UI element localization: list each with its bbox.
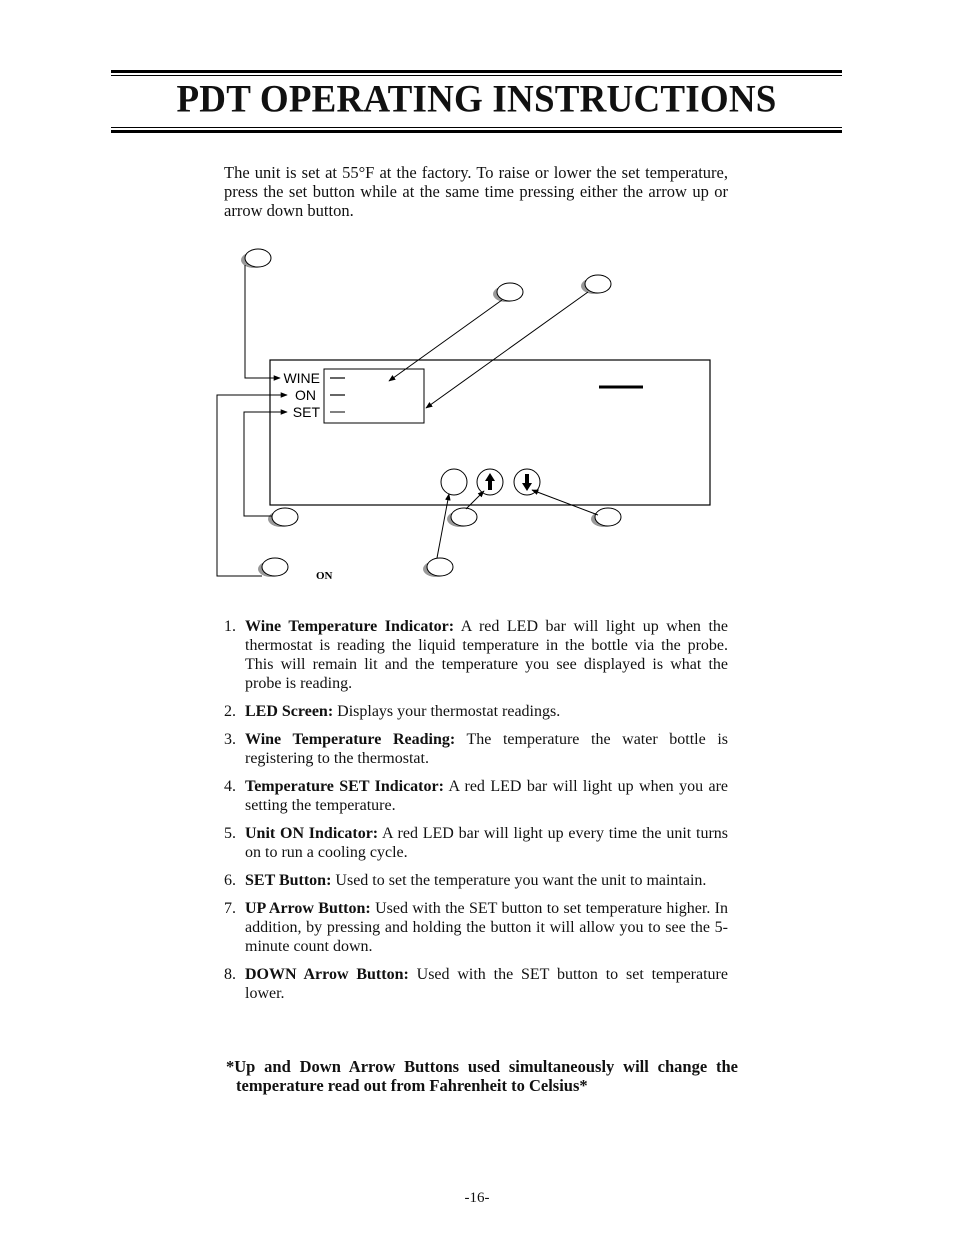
header-rule-bottom-thin [111, 127, 842, 128]
set-button[interactable] [441, 469, 467, 495]
page-number: -16- [464, 1190, 490, 1206]
header-rule-bottom-thick [111, 130, 842, 133]
on-label: ON [295, 387, 316, 403]
list-item [224, 730, 728, 768]
control-panel-diagram [200, 240, 740, 590]
callout-7 [447, 508, 477, 527]
wine-label: WINE [283, 370, 320, 386]
list-item-number: 5. [224, 825, 236, 842]
list-item-number: 2. [224, 703, 236, 720]
list-item-number: 4. [224, 778, 236, 795]
list-item-number: 6. [224, 872, 236, 889]
list-item [224, 824, 728, 862]
list-item-number: 7. [224, 900, 236, 917]
list-item-text: Displays your thermostat readings. [333, 703, 561, 720]
callout-8 [591, 508, 621, 527]
list-item-number: 8. [224, 966, 236, 983]
list-item-term: Temperature SET Indicator: [245, 778, 444, 795]
list-item-term: SET Button: [245, 872, 332, 889]
list-item-term: UP Arrow Button: [245, 900, 371, 917]
instructions-list [224, 617, 728, 1012]
callout-4 [268, 508, 298, 527]
list-item [224, 702, 728, 721]
intro-paragraph: The unit is set at 55°F at the factory. To raise or lower the set temperature, press the set button while at the same time pressing either the arrow up or arrow down button. [224, 163, 728, 220]
list-item-text: A red LED bar will light up when you are setting the temperature. [245, 778, 728, 814]
list-item [224, 617, 728, 693]
footnote: *Up and Down Arrow Buttons used simultaneously will change the temperature read out from Fahrenheit to Celsius* [226, 1057, 738, 1095]
page-title: PDT OPERATING INSTRUCTIONS [176, 77, 777, 122]
list-item-number: 3. [224, 731, 236, 748]
list-item-term: LED Screen: [245, 703, 334, 720]
header-rule-top-thick [111, 70, 842, 73]
callout-3 [581, 275, 611, 294]
list-item-term: Wine Temperature Reading: [245, 731, 456, 748]
list-item-term: Unit ON Indicator: [245, 825, 379, 842]
list-item-text: Used to set the temperature you want the unit to maintain. [331, 872, 707, 889]
list-item-text: A red LED bar will light up every time the unit turns on to run a cooling cycle. [245, 825, 728, 861]
list-item [224, 965, 728, 1003]
list-item-term: Wine Temperature Indicator: [245, 618, 455, 635]
list-item [224, 899, 728, 956]
callout-5 [258, 558, 288, 577]
list-item-text: Used with the SET button to set temperature higher. In addition, by pressing and holding the button it will allow you to see the 5-minute count down. [245, 900, 729, 955]
list-item [224, 871, 728, 890]
list-item-text: The temperature the water bottle is registering to the thermostat. [245, 731, 729, 767]
list-item [224, 777, 728, 815]
list-item-term: DOWN Arrow Button: [245, 966, 409, 983]
header-rule-top-thin [111, 75, 842, 76]
list-item-number: 1. [224, 618, 236, 635]
set-label: SET [292, 404, 320, 420]
list-item-text: Used with the SET button to set temperature lower. [245, 966, 728, 1002]
on-small-label: ON [316, 570, 333, 582]
callout-2 [493, 283, 523, 302]
list-item-text: A red LED bar will light up when the thermostat is reading the liquid temperature in the bottle via the probe. This will remain lit and the temperature you see displayed is what the probe is reading. [245, 618, 728, 692]
callout-6 [423, 558, 453, 577]
led-screen [324, 369, 424, 423]
